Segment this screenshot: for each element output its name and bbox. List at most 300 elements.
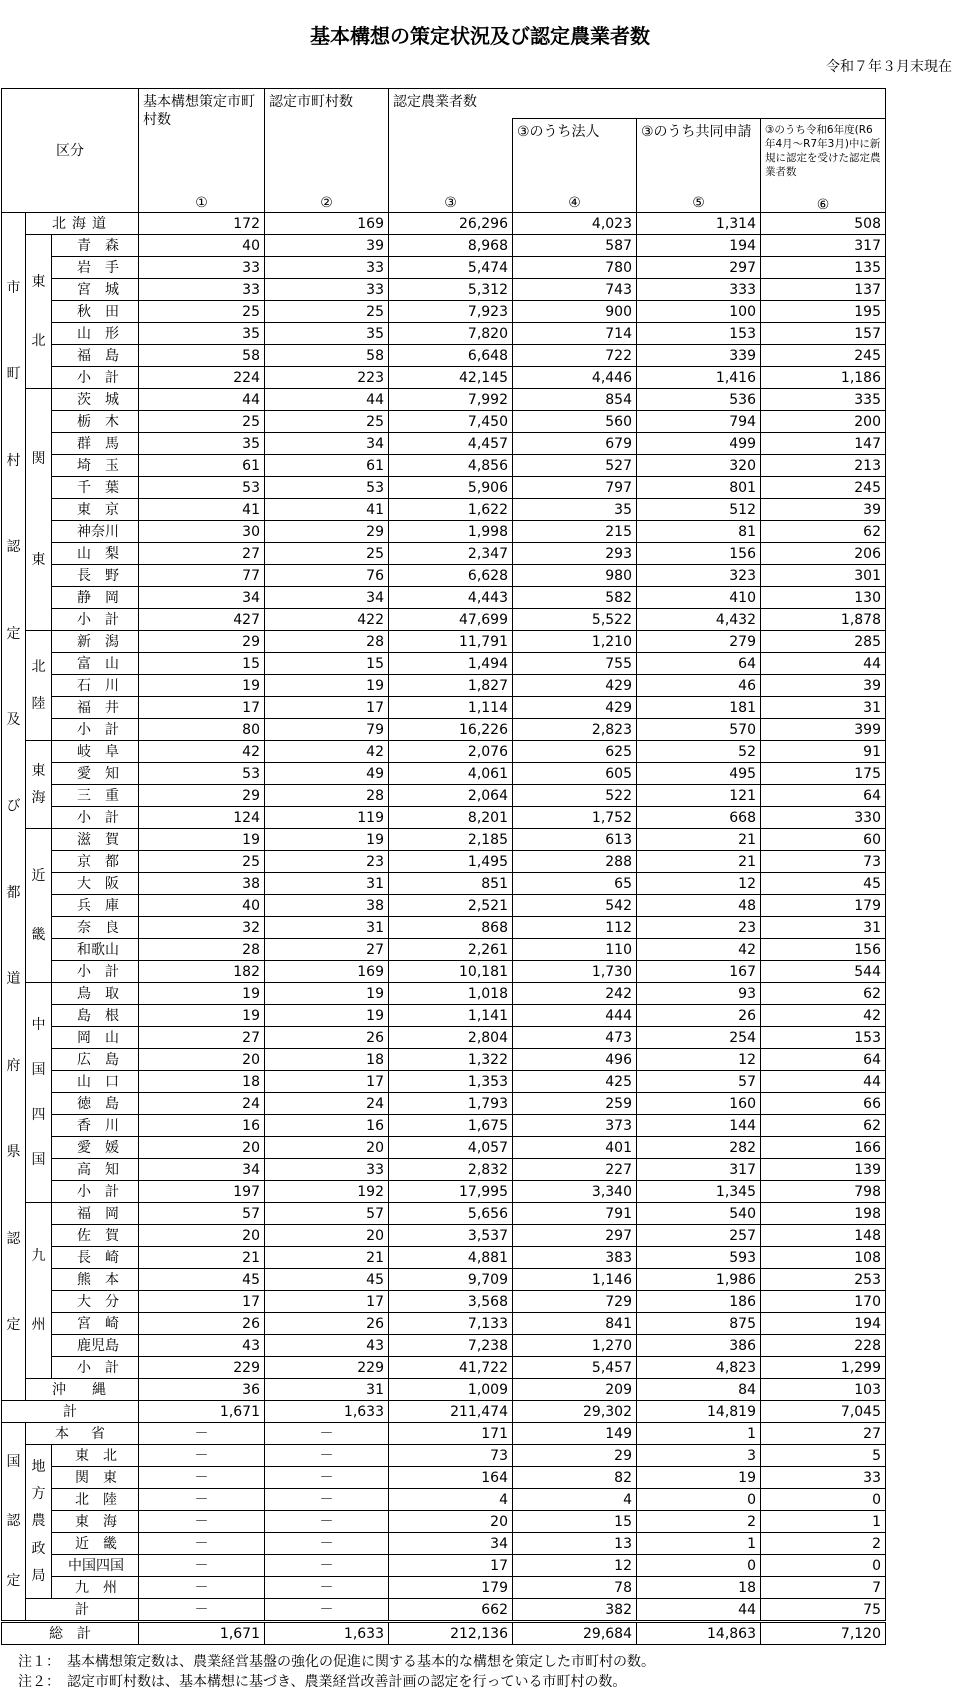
cell-col5: 410 (637, 587, 761, 609)
side-char: び (6, 798, 21, 815)
cell-col2: 26 (265, 1313, 389, 1335)
prefecture-name: 富 山 (52, 653, 139, 675)
prefecture-name: 佐 賀 (52, 1225, 139, 1247)
cell-col1: 58 (139, 345, 265, 367)
side-char: 定 (6, 1317, 21, 1334)
cell-col5: 593 (637, 1247, 761, 1269)
cell-col5: 794 (637, 411, 761, 433)
cell-col4: 425 (513, 1071, 637, 1093)
prefecture-name: 宮 城 (52, 279, 139, 301)
cell-col2: 29 (265, 521, 389, 543)
cell-col5: 84 (637, 1379, 761, 1401)
table-row (2, 1467, 886, 1489)
cell-col1: 80 (139, 719, 265, 741)
cell-col3: 9,709 (389, 1269, 513, 1291)
cell-col1: 19 (139, 675, 265, 697)
cell-col4: 3,340 (513, 1181, 637, 1203)
cell-col3: 73 (389, 1445, 513, 1467)
table-row (2, 433, 886, 455)
cell-col2: 16 (265, 1115, 389, 1137)
cell-col4: 473 (513, 1027, 637, 1049)
cell-col2: 192 (265, 1181, 389, 1203)
cell-col6: 179 (761, 895, 886, 917)
prefecture-name: 京 都 (52, 851, 139, 873)
cell-col5: 279 (637, 631, 761, 653)
cell-col5: 536 (637, 389, 761, 411)
cell-col3: 5,656 (389, 1203, 513, 1225)
cell-col2: 58 (265, 345, 389, 367)
cell-col6: 31 (761, 917, 886, 939)
cell-col4: 429 (513, 697, 637, 719)
cell-col5: 875 (637, 1313, 761, 1335)
region-label-text (26, 847, 51, 964)
cell-col4: 587 (513, 235, 637, 257)
cell-col1: 1,671 (139, 1622, 265, 1645)
subtotal-label: 小 計 (52, 1357, 139, 1379)
region-char: 近 (31, 868, 46, 885)
cell-col3: 4,457 (389, 433, 513, 455)
prefecture-name: 新 潟 (52, 631, 139, 653)
table-row (2, 1005, 886, 1027)
cell-col5: 23 (637, 917, 761, 939)
cell-col2: 19 (265, 983, 389, 1005)
cell-col3: 7,992 (389, 389, 513, 411)
cell-col3: 1,018 (389, 983, 513, 1005)
cell-col1: 40 (139, 895, 265, 917)
cell-col6: 39 (761, 499, 886, 521)
cell-col1: 35 (139, 323, 265, 345)
cell-col5: 48 (637, 895, 761, 917)
cell-col3: 7,450 (389, 411, 513, 433)
cell-col4: 679 (513, 433, 637, 455)
cell-col3: 2,076 (389, 741, 513, 763)
cell-col1: 18 (139, 1071, 265, 1093)
table-row (2, 1269, 886, 1291)
prefecture-name: 埼 玉 (52, 455, 139, 477)
regional-bureau-label (26, 1445, 52, 1599)
table-row (2, 367, 886, 389)
table-row (2, 411, 886, 433)
side-label-municipal-text (2, 245, 25, 1369)
cell-col6: 253 (761, 1269, 886, 1291)
cell-col5: 46 (637, 675, 761, 697)
cell-col6: 285 (761, 631, 886, 653)
cell-col4: 5,457 (513, 1357, 637, 1379)
prefecture-name: 福 井 (52, 697, 139, 719)
cell-col5: 1,986 (637, 1269, 761, 1291)
table-row (2, 279, 886, 301)
cell-col6: 1,878 (761, 609, 886, 631)
cell-col2: － (265, 1511, 389, 1533)
region-label: 北海道 (26, 213, 139, 235)
region-label-text (26, 253, 51, 370)
table-row (2, 1335, 886, 1357)
statistics-table (1, 88, 886, 1645)
cell-col6: 157 (761, 323, 886, 345)
cell-col5: 254 (637, 1027, 761, 1049)
table-row (2, 917, 886, 939)
prefecture-name: 千 葉 (52, 477, 139, 499)
cell-col4: 429 (513, 675, 637, 697)
cell-col4: 625 (513, 741, 637, 763)
side-char: 町 (6, 366, 21, 383)
cell-col4: 527 (513, 455, 637, 477)
cell-col1: 25 (139, 411, 265, 433)
cell-col6: 1,299 (761, 1357, 886, 1379)
region-label (26, 983, 52, 1203)
cell-col3: 1,322 (389, 1049, 513, 1071)
cell-col6: 130 (761, 587, 886, 609)
bureau-char: 局 (31, 1568, 46, 1585)
cell-col4: 714 (513, 323, 637, 345)
cell-col1: 224 (139, 367, 265, 389)
cell-col6: 5 (761, 1445, 886, 1467)
prefecture-name: 三 重 (52, 785, 139, 807)
table-row (2, 807, 886, 829)
cell-col5: 57 (637, 1071, 761, 1093)
cell-col5: 160 (637, 1093, 761, 1115)
prefecture-name: 福 岡 (52, 1203, 139, 1225)
table-row (2, 1049, 886, 1071)
cell-col2: 223 (265, 367, 389, 389)
cell-col5: 194 (637, 235, 761, 257)
cell-col6: 44 (761, 653, 886, 675)
header-col2 (265, 89, 389, 213)
cell-col5: 801 (637, 477, 761, 499)
cell-col1: － (139, 1555, 265, 1577)
table-row (2, 1247, 886, 1269)
table-row (2, 1379, 886, 1401)
prefecture-name: 兵 庫 (52, 895, 139, 917)
cell-col2: 33 (265, 279, 389, 301)
cell-col6: 39 (761, 675, 886, 697)
cell-col3: 3,537 (389, 1225, 513, 1247)
cell-col5: 333 (637, 279, 761, 301)
cell-col1: 16 (139, 1115, 265, 1137)
cell-col5: 540 (637, 1203, 761, 1225)
as-of-date: 令和７年３月末現在 (826, 59, 952, 75)
bureau-name: 九 州 (52, 1577, 139, 1599)
region-label-text (26, 758, 51, 812)
cell-col3: 2,832 (389, 1159, 513, 1181)
cell-col4: 1,270 (513, 1335, 637, 1357)
prefecture-name: 青 森 (52, 235, 139, 257)
cell-col3: 41,722 (389, 1357, 513, 1379)
cell-col5: 257 (637, 1225, 761, 1247)
region-label (26, 389, 52, 631)
cell-col3: 4,061 (389, 763, 513, 785)
cell-col2: 57 (265, 1203, 389, 1225)
cell-col2: 28 (265, 631, 389, 653)
cell-col3: 47,699 (389, 609, 513, 631)
cell-col2: 26 (265, 1027, 389, 1049)
prefecture-name: 岩 手 (52, 257, 139, 279)
cell-col5: 100 (637, 301, 761, 323)
cell-col6: 166 (761, 1137, 886, 1159)
cell-col4: 743 (513, 279, 637, 301)
region-char: 関 (31, 451, 46, 468)
cell-col6: 798 (761, 1181, 886, 1203)
cell-col2: － (265, 1577, 389, 1599)
cell-col6: 7 (761, 1577, 886, 1599)
cell-col4: 854 (513, 389, 637, 411)
cell-col5: 144 (637, 1115, 761, 1137)
cell-col5: 21 (637, 829, 761, 851)
cell-col2: 25 (265, 411, 389, 433)
cell-col6: 245 (761, 345, 886, 367)
cell-col4: 900 (513, 301, 637, 323)
cell-col1: 17 (139, 1291, 265, 1313)
cell-col3: 4,443 (389, 587, 513, 609)
cell-col6: 7,120 (761, 1622, 886, 1645)
region-char: 陸 (31, 696, 46, 713)
header-col4-label: ③のうち法人 (517, 124, 600, 140)
cell-col2: 44 (265, 389, 389, 411)
prefecture-name: 静 岡 (52, 587, 139, 609)
side-char: 道 (6, 971, 21, 988)
region-char: 州 (31, 1317, 46, 1333)
cell-col1: 41 (139, 499, 265, 521)
region-char: 海 (31, 790, 46, 806)
cell-col3: 164 (389, 1467, 513, 1489)
region-char: 東 (31, 274, 46, 291)
cell-col1: － (139, 1467, 265, 1489)
cell-col1: 28 (139, 939, 265, 961)
cell-col6: 27 (761, 1423, 886, 1445)
cell-col6: 33 (761, 1467, 886, 1489)
subtotal-label: 小 計 (52, 961, 139, 983)
cell-col1: 33 (139, 279, 265, 301)
cell-col2: 41 (265, 499, 389, 521)
municipal-total-label: 計 (2, 1401, 139, 1423)
cell-col5: 570 (637, 719, 761, 741)
table-row (2, 719, 886, 741)
side-label-municipal (2, 213, 26, 1401)
table-row (2, 1423, 886, 1445)
cell-col6: 399 (761, 719, 886, 741)
prefecture-name: 岡 山 (52, 1027, 139, 1049)
cell-col2: － (265, 1599, 389, 1622)
prefecture-name: 群 馬 (52, 433, 139, 455)
cell-col5: 186 (637, 1291, 761, 1313)
side-char: 定 (6, 625, 21, 642)
page-title: 基本構想の策定状況及び認定農業者数 (310, 24, 650, 48)
prefecture-name: 神奈川 (52, 521, 139, 543)
cell-col2: 169 (265, 213, 389, 235)
cell-col2: 43 (265, 1335, 389, 1357)
region-label-text (26, 648, 51, 723)
national-total-label: 計 (26, 1599, 139, 1622)
cell-col5: 153 (637, 323, 761, 345)
table-row (2, 609, 886, 631)
header-col6 (761, 119, 886, 213)
table-row (2, 1071, 886, 1093)
side-char: 認 (6, 1513, 21, 1530)
table-row (2, 1159, 886, 1181)
cell-col1: 172 (139, 213, 265, 235)
cell-col4: 373 (513, 1115, 637, 1137)
header-col1-label: 基本構想策定市町村数 (143, 94, 255, 128)
cell-col1: － (139, 1423, 265, 1445)
bureau-char: 政 (31, 1540, 46, 1557)
bureau-name: 近 畿 (52, 1533, 139, 1555)
table-row (2, 1533, 886, 1555)
header-col4 (513, 119, 637, 213)
prefecture-name: 奈 良 (52, 917, 139, 939)
cell-col5: 2 (637, 1511, 761, 1533)
table-row (2, 1203, 886, 1225)
cell-col4: 78 (513, 1577, 637, 1599)
cell-col4: 12 (513, 1555, 637, 1577)
table-row (2, 983, 886, 1005)
cell-col6: 108 (761, 1247, 886, 1269)
table-row (2, 1225, 886, 1247)
cell-col3: 2,347 (389, 543, 513, 565)
subtotal-label: 小 計 (52, 367, 139, 389)
cell-col6: 62 (761, 983, 886, 1005)
cell-col1: － (139, 1489, 265, 1511)
cell-col2: 31 (265, 1379, 389, 1401)
table-row (2, 1445, 886, 1467)
region-label-text (26, 1222, 51, 1360)
cell-col4: 29,302 (513, 1401, 637, 1423)
cell-col5: 1 (637, 1533, 761, 1555)
cell-col2: － (265, 1467, 389, 1489)
cell-col2: 23 (265, 851, 389, 873)
cell-col5: 81 (637, 521, 761, 543)
prefecture-name: 岐 阜 (52, 741, 139, 763)
cell-col6: 330 (761, 807, 886, 829)
cell-col5: 19 (637, 1467, 761, 1489)
cell-col1: 124 (139, 807, 265, 829)
cell-col4: 496 (513, 1049, 637, 1071)
cell-col2: 422 (265, 609, 389, 631)
cell-col5: 156 (637, 543, 761, 565)
cell-col3: 211,474 (389, 1401, 513, 1423)
cell-col2: 31 (265, 917, 389, 939)
cell-col3: 34 (389, 1533, 513, 1555)
cell-col5: 181 (637, 697, 761, 719)
cell-col5: 323 (637, 565, 761, 587)
cell-col6: 153 (761, 1027, 886, 1049)
cell-col6: 1,186 (761, 367, 886, 389)
table-row (2, 301, 886, 323)
municipal-total-row (2, 1401, 886, 1423)
cell-col6: 175 (761, 763, 886, 785)
cell-col4: 797 (513, 477, 637, 499)
region-char: 四 (31, 1107, 46, 1123)
table-row (2, 1093, 886, 1115)
cell-col1: 20 (139, 1049, 265, 1071)
bureau-name: 北 陸 (52, 1489, 139, 1511)
region-char: 中 (31, 1017, 46, 1033)
cell-col4: 65 (513, 873, 637, 895)
cell-col6: 2 (761, 1533, 886, 1555)
cell-col2: 229 (265, 1357, 389, 1379)
header-col4-num: ④ (568, 195, 581, 211)
cell-col4: 729 (513, 1291, 637, 1313)
cell-col4: 542 (513, 895, 637, 917)
cell-col4: 5,522 (513, 609, 637, 631)
cell-col5: 0 (637, 1555, 761, 1577)
table-row (2, 939, 886, 961)
header-col3-label: 認定農業者数 (393, 94, 477, 110)
cell-col2: － (265, 1445, 389, 1467)
cell-col2: 33 (265, 1159, 389, 1181)
table-row (2, 653, 886, 675)
side-label-national-text (2, 1432, 25, 1611)
cell-col1: － (139, 1445, 265, 1467)
cell-col2: 17 (265, 1071, 389, 1093)
cell-col1: 229 (139, 1357, 265, 1379)
cell-col1: 45 (139, 1269, 265, 1291)
table-row (2, 587, 886, 609)
cell-col1: 57 (139, 1203, 265, 1225)
cell-col1: 21 (139, 1247, 265, 1269)
cell-col2: 53 (265, 477, 389, 499)
prefecture-name: 茨 城 (52, 389, 139, 411)
prefecture-name: 滋 賀 (52, 829, 139, 851)
cell-col4: 1,730 (513, 961, 637, 983)
cell-col5: 317 (637, 1159, 761, 1181)
cell-col1: 36 (139, 1379, 265, 1401)
cell-col1: 15 (139, 653, 265, 675)
cell-col3: 7,820 (389, 323, 513, 345)
region-char: 九 (31, 1248, 46, 1264)
cell-col4: 15 (513, 1511, 637, 1533)
cell-col5: 3 (637, 1445, 761, 1467)
cell-col5: 1,416 (637, 367, 761, 389)
cell-col6: 148 (761, 1225, 886, 1247)
cell-col4: 112 (513, 917, 637, 939)
cell-col2: 20 (265, 1137, 389, 1159)
cell-col3: 4,856 (389, 455, 513, 477)
table-row (2, 1555, 886, 1577)
cell-col3: 26,296 (389, 213, 513, 235)
cell-col2: 33 (265, 257, 389, 279)
cell-col4: 444 (513, 1005, 637, 1027)
cell-col1: － (139, 1599, 265, 1622)
cell-col4: 110 (513, 939, 637, 961)
cell-col3: 662 (389, 1599, 513, 1622)
cell-col3: 1,353 (389, 1071, 513, 1093)
cell-col3: 3,568 (389, 1291, 513, 1313)
cell-col1: 40 (139, 235, 265, 257)
cell-col6: 195 (761, 301, 886, 323)
cell-col3: 1,675 (389, 1115, 513, 1137)
cell-col6: 213 (761, 455, 886, 477)
cell-col3: 8,201 (389, 807, 513, 829)
cell-col6: 91 (761, 741, 886, 763)
cell-col3: 16,226 (389, 719, 513, 741)
cell-col1: 27 (139, 1027, 265, 1049)
cell-col1: 44 (139, 389, 265, 411)
cell-col1: 42 (139, 741, 265, 763)
prefecture-name: 長 崎 (52, 1247, 139, 1269)
prefecture-name: 愛 知 (52, 763, 139, 785)
prefecture-name: 和歌山 (52, 939, 139, 961)
cell-col1: － (139, 1577, 265, 1599)
table-row (2, 455, 886, 477)
cell-col1: 53 (139, 477, 265, 499)
cell-col3: 2,804 (389, 1027, 513, 1049)
table-row (2, 873, 886, 895)
cell-col3: 42,145 (389, 367, 513, 389)
cell-col6: 544 (761, 961, 886, 983)
header-col1-num: ① (195, 195, 208, 211)
region-char: 国 (31, 1152, 46, 1168)
cell-col2: － (265, 1533, 389, 1555)
